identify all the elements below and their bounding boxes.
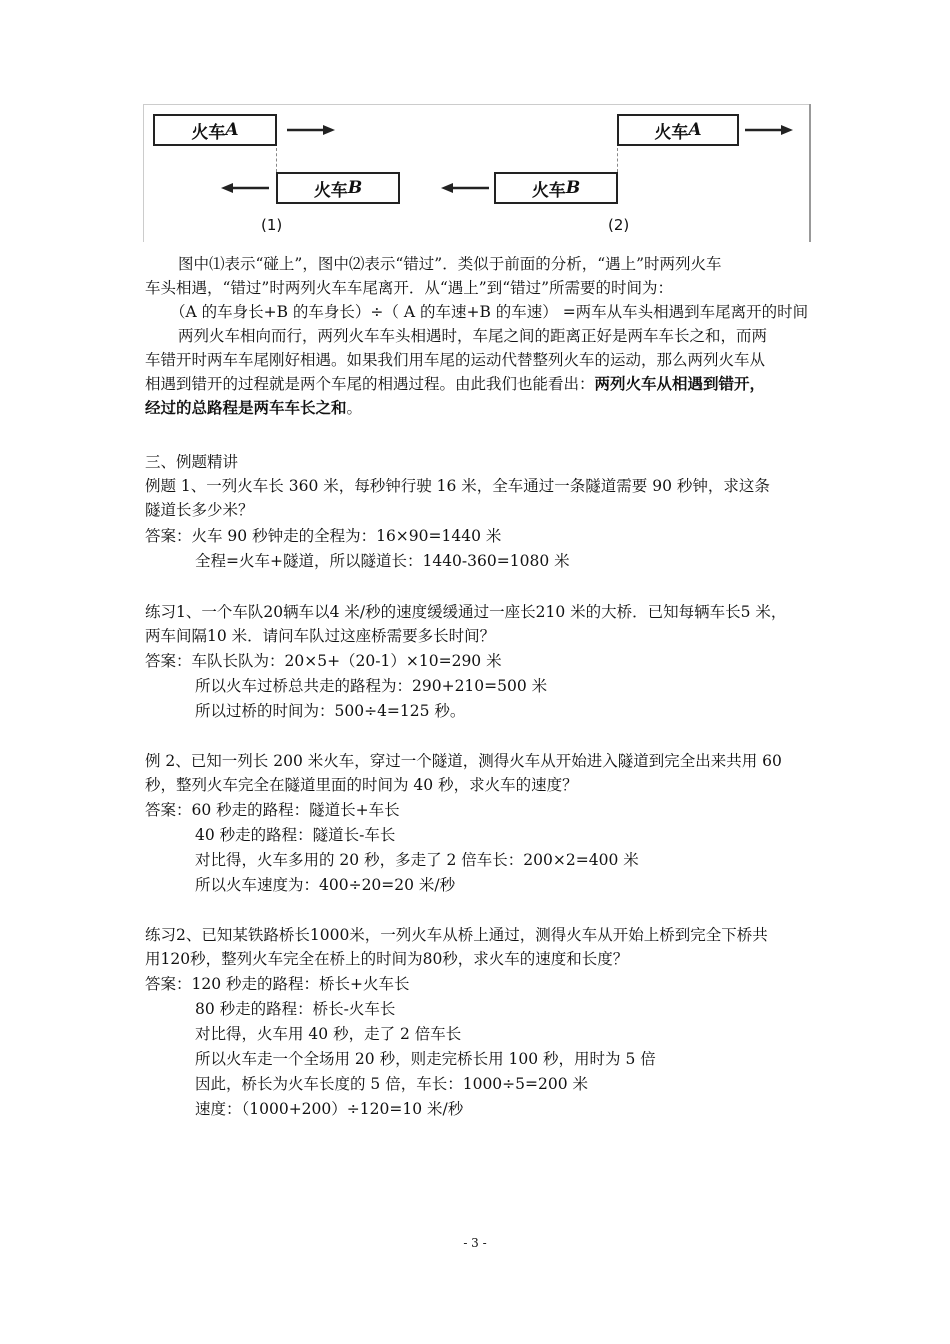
paragraph-line [145,396,362,420]
left-arrow-icon [439,180,491,196]
answer-line: 所以过桥的时间为：500÷4=125 秒。 [195,702,466,720]
figure-border [143,104,144,242]
paragraph-line: 车头相遇，“错过”时两列火车车尾离开．从“遇上”到“错过”所需要的时间为： [145,279,674,297]
answer-line: 因此，桥长为火车长度的 5 倍，车长：1000÷5=200 米 [195,1075,589,1093]
right-arrow-icon [285,122,337,138]
answer-line: 对比得，火车多用的 20 秒，多走了 2 倍车长：200×2=400 米 [195,851,639,869]
answer-line: 80 秒走的路程：桥长-火车长 [195,1000,396,1018]
example-question: 秒，整列火车完全在隧道里面的时间为 40 秒，求火车的速度？ [145,776,578,794]
answer-line: 对比得，火车用 40 秒，走了 2 倍车长 [195,1025,462,1043]
train-a-var: A [225,120,239,140]
figure-border [809,104,811,242]
answer-line: 所以火车过桥总共走的路程为：290+210=500 米 [195,677,548,695]
paragraph-text: 相遇到错开的过程就是两个车尾的相遇过程。由此我们也能看出： [145,375,595,393]
answer-line: 答案：火车 90 秒钟走的全程为：16×90=1440 米 [145,527,502,545]
example-question: 例 2、已知一列长 200 米火车，穿过一个隧道，测得火车从开始进入隧道到完全出来共用 60 [145,752,782,770]
left-arrow-icon [219,180,271,196]
right-arrow-icon [743,122,795,138]
example-question: 隧道长多少米？ [145,501,254,519]
paragraph-line: 两列火车相向而行，两列火车车头相遇时，车尾之间的距离正好是两车车长之和，而两 [178,327,768,345]
train-a-box-2 [617,114,739,146]
key-conclusion: 两列火车从相遇到错开， [594,375,766,393]
paragraph-line [145,372,765,396]
practice-question: 练习1、一个车队20辆车以4 米/秒的速度缓缓通过一座长210 米的大桥．已知每辆车长5 米， [145,603,787,621]
train-b-text: 火车 [531,180,566,201]
train-b-var: B [565,178,581,198]
answer-line: 答案：车队长队为：20×5+（20-1）×10=290 米 [145,652,502,670]
answer-line: 答案：120 秒走的路程：桥长+火车长 [145,975,410,993]
answer-line: 40 秒走的路程：隧道长-车长 [195,826,396,844]
answer-line: 全程=火车+隧道，所以隧道长：1440-360=1080 米 [195,552,570,570]
train-a-text: 火车 [191,122,226,143]
train-a-var: A [688,120,702,140]
paragraph-line: 图中⑴表示“碰上”，图中⑵表示“错过”．类似于前面的分析，“遇上”时两列火车 [178,255,722,273]
paragraph-line: 车错开时两车车尾刚好相遇。如果我们用车尾的运动代替整列火车的运动，那么两列火车从 [145,351,766,369]
train-a-box-1 [153,114,277,146]
train-diagram [143,104,811,244]
section-heading: 三、例题精讲 [145,453,239,471]
train-b-box-1 [276,172,400,204]
answer-line: 所以火车走一个全场用 20 秒，则走完桥长用 100 秒，用时为 5 倍 [195,1050,656,1068]
train-b-text: 火车 [313,180,348,201]
alignment-line [276,148,277,172]
train-b-var: B [347,178,363,198]
answer-line: 所以火车速度为：400÷20=20 米/秒 [195,876,456,894]
train-b-box-2 [494,172,618,204]
practice-question: 练习2、已知某铁路桥长1000米，一列火车从桥上通过，测得火车从开始上桥到完全下桥共 [145,926,768,944]
answer-line: 答案：60 秒走的路程：隧道长+车长 [145,801,400,819]
panel-label-1: (1) [261,216,283,234]
page-number: - 3 - [463,1236,487,1250]
practice-question: 两车间隔10 米．请问车队过这座桥需要多长时间？ [145,627,496,645]
practice-question: 用120秒，整列火车完全在桥上的时间为80秒，求火车的速度和长度？ [145,950,629,968]
key-conclusion: 经过的总路程是两车车长之和 [145,399,347,417]
example-question: 例题 1、一列火车长 360 米，每秒钟行驶 16 米，全车通过一条隧道需要 90 秒钟，求这条 [145,477,770,495]
formula-line: （A 的车身长+B 的车身长）÷（ A 的车速+B 的车速） =两车从车头相遇到车尾离开的时间 [170,303,809,321]
paragraph-text: 。 [346,399,363,417]
panel-label-2: (2) [608,216,630,234]
answer-line: 速度：（1000+200）÷120=10 米/秒 [195,1100,464,1118]
figure-border [143,104,809,105]
train-a-text: 火车 [654,122,689,143]
alignment-line [617,148,618,172]
